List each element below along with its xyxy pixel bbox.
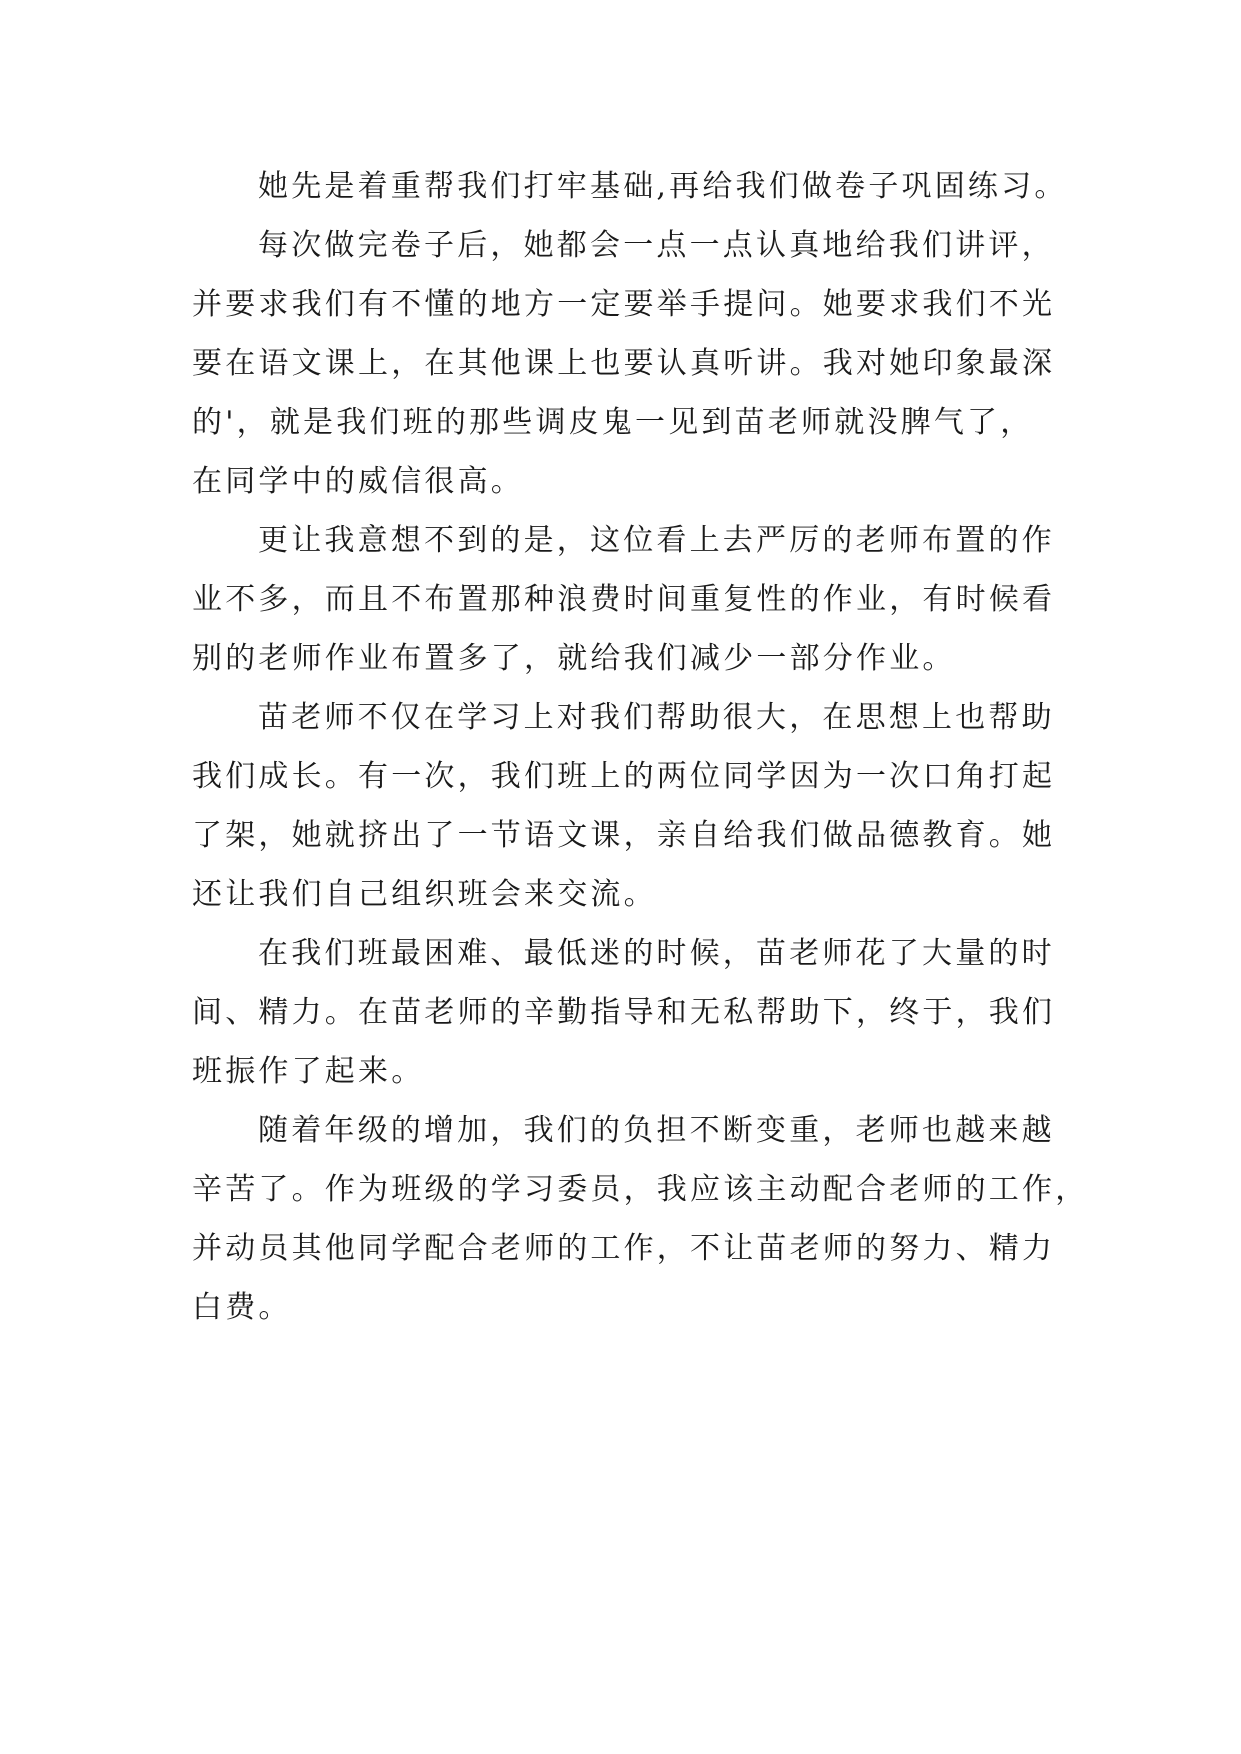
paragraph-2-line-5: 在同学中的威信很高。 <box>192 464 524 499</box>
paragraph-4-line-2: 我们成长。有一次，我们班上的两位同学因为一次口角打起 <box>192 759 1056 794</box>
paragraph-5-line-2: 间、精力。在苗老师的辛勤指导和无私帮助下，终于，我们 <box>192 995 1056 1030</box>
paragraph-3-line-1: 更让我意想不到的是，这位看上去严厉的老师布置的作 <box>258 523 1055 558</box>
paragraph-3-line-3: 别的老师作业布置多了，就给我们减少一部分作业。 <box>192 641 956 676</box>
document-body <box>192 157 1092 1337</box>
paragraph-4-line-1: 苗老师不仅在学习上对我们帮助很大，在思想上也帮助 <box>258 700 1055 735</box>
paragraph-1-line-1: 她先是着重帮我们打牢基础,再给我们做卷子巩固练习。 <box>258 169 1068 204</box>
paragraph-6-line-1: 随着年级的增加，我们的负担不断变重，老师也越来越 <box>258 1113 1055 1148</box>
paragraph-6-line-3: 并动员其他同学配合老师的工作，不让苗老师的努力、精力 <box>192 1231 1056 1266</box>
paragraph-3-line-2: 业不多，而且不布置那种浪费时间重复性的作业，有时候看 <box>192 582 1056 617</box>
paragraph-4-line-4: 还让我们自己组织班会来交流。 <box>192 877 657 912</box>
paragraph-4-line-3: 了架，她就挤出了一节语文课，亲自给我们做品德教育。她 <box>192 818 1056 853</box>
paragraph-2-line-3: 要在语文课上，在其他课上也要认真听讲。我对她印象最深 <box>192 346 1056 381</box>
paragraph-6-line-4: 白费。 <box>192 1290 292 1325</box>
paragraph-6-line-2: 辛苦了。作为班级的学习委员，我应该主动配合老师的工作， <box>192 1172 1089 1207</box>
paragraph-5-line-3: 班振作了起来。 <box>192 1054 425 1089</box>
paragraph-5-line-1: 在我们班最困难、最低迷的时候，苗老师花了大量的时 <box>258 936 1055 971</box>
paragraph-2-line-4: 的'，就是我们班的那些调皮鬼一见到苗老师就没脾气了， <box>192 405 1034 440</box>
paragraph-2-line-1: 每次做完卷子后，她都会一点一点认真地给我们讲评， <box>258 228 1055 263</box>
paragraph-2-line-2: 并要求我们有不懂的地方一定要举手提问。她要求我们不光 <box>192 287 1056 322</box>
